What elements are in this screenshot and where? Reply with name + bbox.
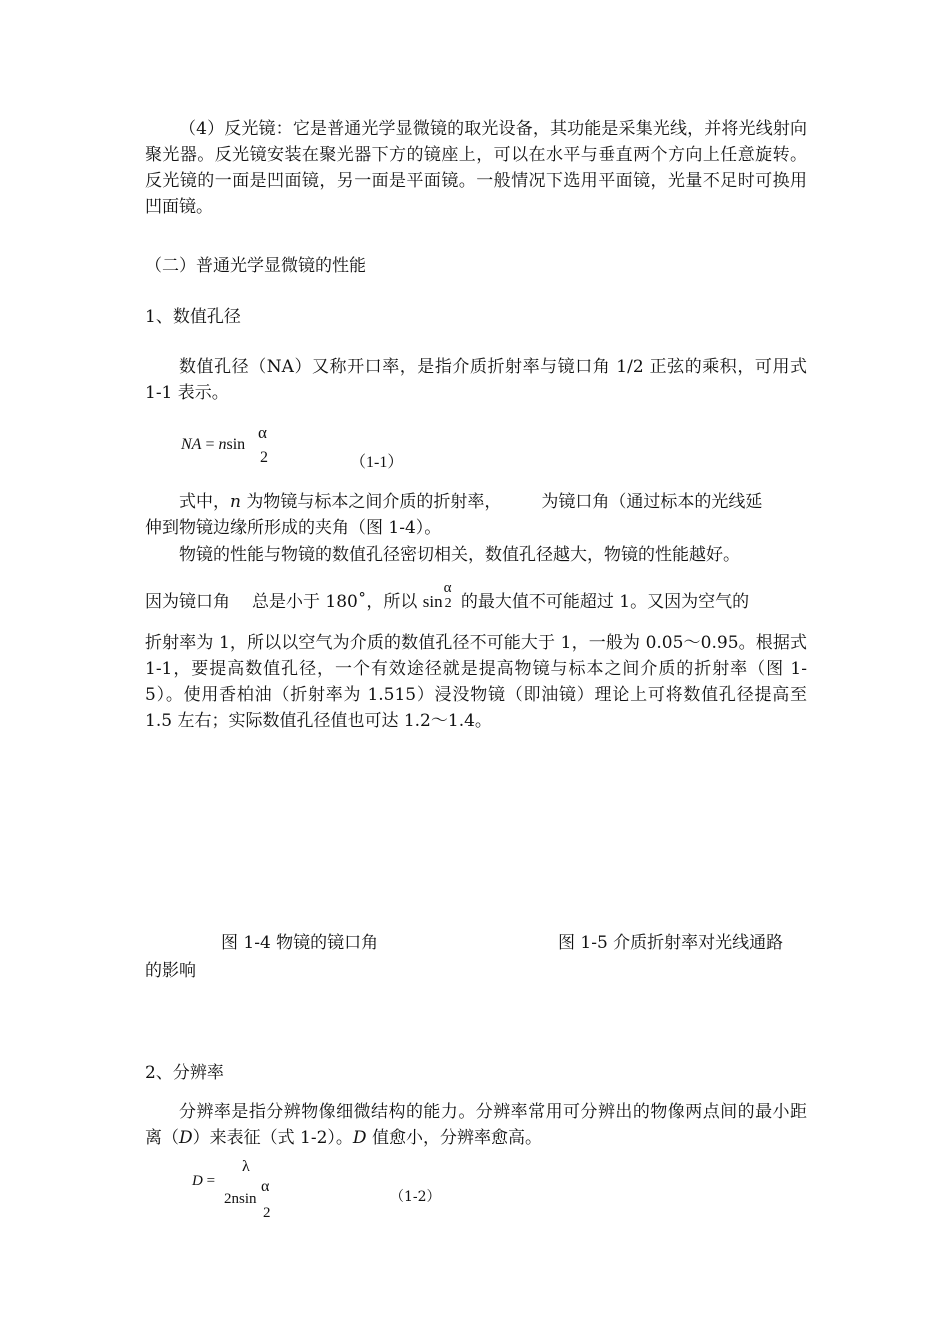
formula-lhs: NA = nsin — [181, 436, 246, 453]
inline-two: 2 — [444, 596, 452, 611]
formula-alpha: α — [258, 423, 267, 442]
paragraph-where-line2: 伸到物镜边缘所形成的夹角（图 1-4）。 — [145, 518, 442, 538]
figure-caption-1-5: 图 1-5 介质折射率对光线通路 — [558, 933, 784, 953]
figure-caption-1-4: 图 1-4 物镜的镜口角 — [221, 933, 379, 953]
formula2-denominator: 2nsin — [224, 1191, 257, 1207]
formula2-lhs: D = — [192, 1173, 216, 1189]
paragraph-performance-line2: 因为镜口角 总是小于 180˚，所以 sin α 2 的最大值不可能超过 1。又因为空气的 — [145, 589, 749, 615]
subsection-heading-numerical-aperture: 1、数值孔径 — [145, 307, 241, 327]
paragraph-reflector: （4）反光镜：它是普通光学显微镜的取光设备，其功能是采集光线，并将光线射向聚光器。反光镜安装在聚光器下方的镜座上，可以在水平与垂直两个方向上任意旋转。反光镜的一面是凹面镜，另一面是平面镜。一般情况下选用平面镜，光量不足时可换用凹面镜。 — [145, 119, 807, 217]
formula2-two: 2 — [263, 1205, 271, 1221]
formula2-number: （1-2） — [390, 1189, 441, 1205]
inline-alpha: α — [443, 580, 452, 596]
figure-caption-1-5-continued: 的影响 — [145, 961, 196, 981]
paragraph-performance-line1: 物镜的性能与物镜的数值孔径密切相关，数值孔径越大，物镜的性能越好。 — [179, 545, 740, 565]
formula-number: （1-1） — [350, 454, 404, 471]
section-heading-performance: （二）普通光学显微镜的性能 — [145, 256, 366, 276]
formula2-lambda: λ — [242, 1158, 250, 1175]
formula-two: 2 — [260, 449, 268, 466]
formula2-alpha: α — [261, 1178, 270, 1195]
paragraph-where-line1: 式中，n 为物镜与标本之间介质的折射率， 为镜口角（通过标本的光线延 — [179, 492, 763, 512]
paragraph-performance-rest: 折射率为 1，所以以空气为介质的数值孔径不可能大于 1，一般为 0.05～0.95。根据式 1-1，要提高数值孔径，一个有效途径就是提高物镜与标本之间介质的折射率（图 1-5）。使用香柏油（折射率为 1.515）浸没物镜（即油镜）理论上可将数值孔径提高至 1.5 左右；实际数值孔径值也可达 1.2～1.4。 — [145, 633, 807, 731]
paragraph-na-definition: 数值孔径（NA）又称开口率，是指介质折射率与镜口角 1/2 正弦的乘积，可用式 1-1 表示。 — [145, 357, 807, 403]
paragraph-resolution: 分辨率是指分辨物像细微结构的能力。分辨率常用可分辨出的物像两点间的最小距离（D）来表征（式 1-2）。D 值愈小，分辨率愈高。 — [145, 1102, 807, 1148]
subsection-heading-resolution: 2、分辨率 — [145, 1063, 224, 1083]
